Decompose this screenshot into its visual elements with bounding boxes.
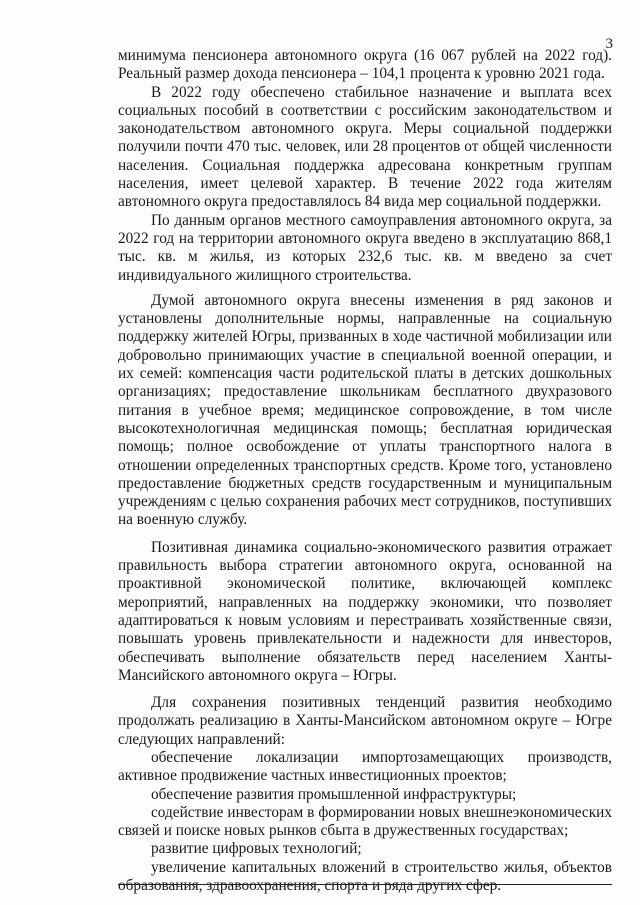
direction-item-digital: развитие цифровых технологий; xyxy=(151,840,362,858)
paragraph-pension-income: минимума пенсионера автономного округа (16 067 рублей на 2022 год). Реальный размер дохода пенсионера – 104,1 процента к уровню 2021 года. xyxy=(118,47,612,83)
direction-item-localization: обеспечение локализации импортозамещающих производств, активное продвижение частных инвестиционных проектов; xyxy=(118,748,612,785)
paragraph-mobilization-support: Думой автономного округа внесены изменения в ряд законов и установлены дополнительные нормы, направленные на социальную поддержку жителей Югры, призванных в ходе частичной мобилизации или добровольно принимающих участие в специальной военной операции, и их семей: компенсация части родительской платы в детских дошкольных организациях; предоставление школьникам бесплатного двухразового питания в учебное время; медицинское сопровождение, в том числе высокотехнологичная медицинская помощь; бесплатная юридическая помощь; полное освобождение от уплаты транспортного налога в отношении определенных транспортных средств. Кроме того, установлено предоставление бюджетных средств государственным и муниципальным учреждениям с целью сохранения рабочих мест сотрудников, поступивших на военную службу. xyxy=(118,291,612,529)
page-number: 3 xyxy=(605,36,613,52)
paragraph-positive-dynamics: Позитивная динамика социально-экономического развития отражает правильность выбора стратегии автономного округа, основанной на проактивной экономической политике, включающей комплекс мероприятий, направленных на поддержку экономики, что позволяет адаптироваться к новым условиям и перестраивать хозяйственные связи, повышать уровень привлекательности и надежности для инвесторов, обеспечивать выполнение обязательств перед населением Ханты-Мансийского автономного округа – Югры. xyxy=(118,538,612,684)
footer-rule xyxy=(118,884,612,885)
paragraph-social-benefits: В 2022 году обеспечено стабильное назначение и выплата всех социальных пособий в соответствии с российским законодательством и законодательством автономного округа. Меры социальной поддержки получили почти 470 тыс. человек, или 28 процентов от общей численности населения. Социальная поддержка адресована конкретным группам населения, имеет целевой характер. В течение 2022 года жителям автономного округа предоставлялось 84 вида мер социальной поддержки. xyxy=(118,83,612,211)
paragraph-housing: По данным органов местного самоуправления автономного округа, за 2022 год на территории автономного округа введено в эксплуатацию 868,1 тыс. кв. м жилья, из которых 232,6 тыс. кв. м введено за счет индивидуального жилищного строительства. xyxy=(118,211,612,284)
paragraph-directions-intro: Для сохранения позитивных тенденций развития необходимо продолжать реализацию в Ханты-Мансийском автономном округе – Югре следующих направлений: xyxy=(118,694,612,748)
direction-item-investors: содействие инвесторам в формировании новых внешнеэкономических связей и поиске новых рынков сбыта в дружественных государствах; xyxy=(118,803,612,840)
document-body xyxy=(118,47,612,895)
direction-item-capital-investment: увеличение капитальных вложений в строительство жилья, объектов образования, здравоохранения, спорта и ряда других сфер. xyxy=(118,858,612,895)
direction-item-infrastructure: обеспечение развития промышленной инфраструктуры; xyxy=(151,785,517,803)
